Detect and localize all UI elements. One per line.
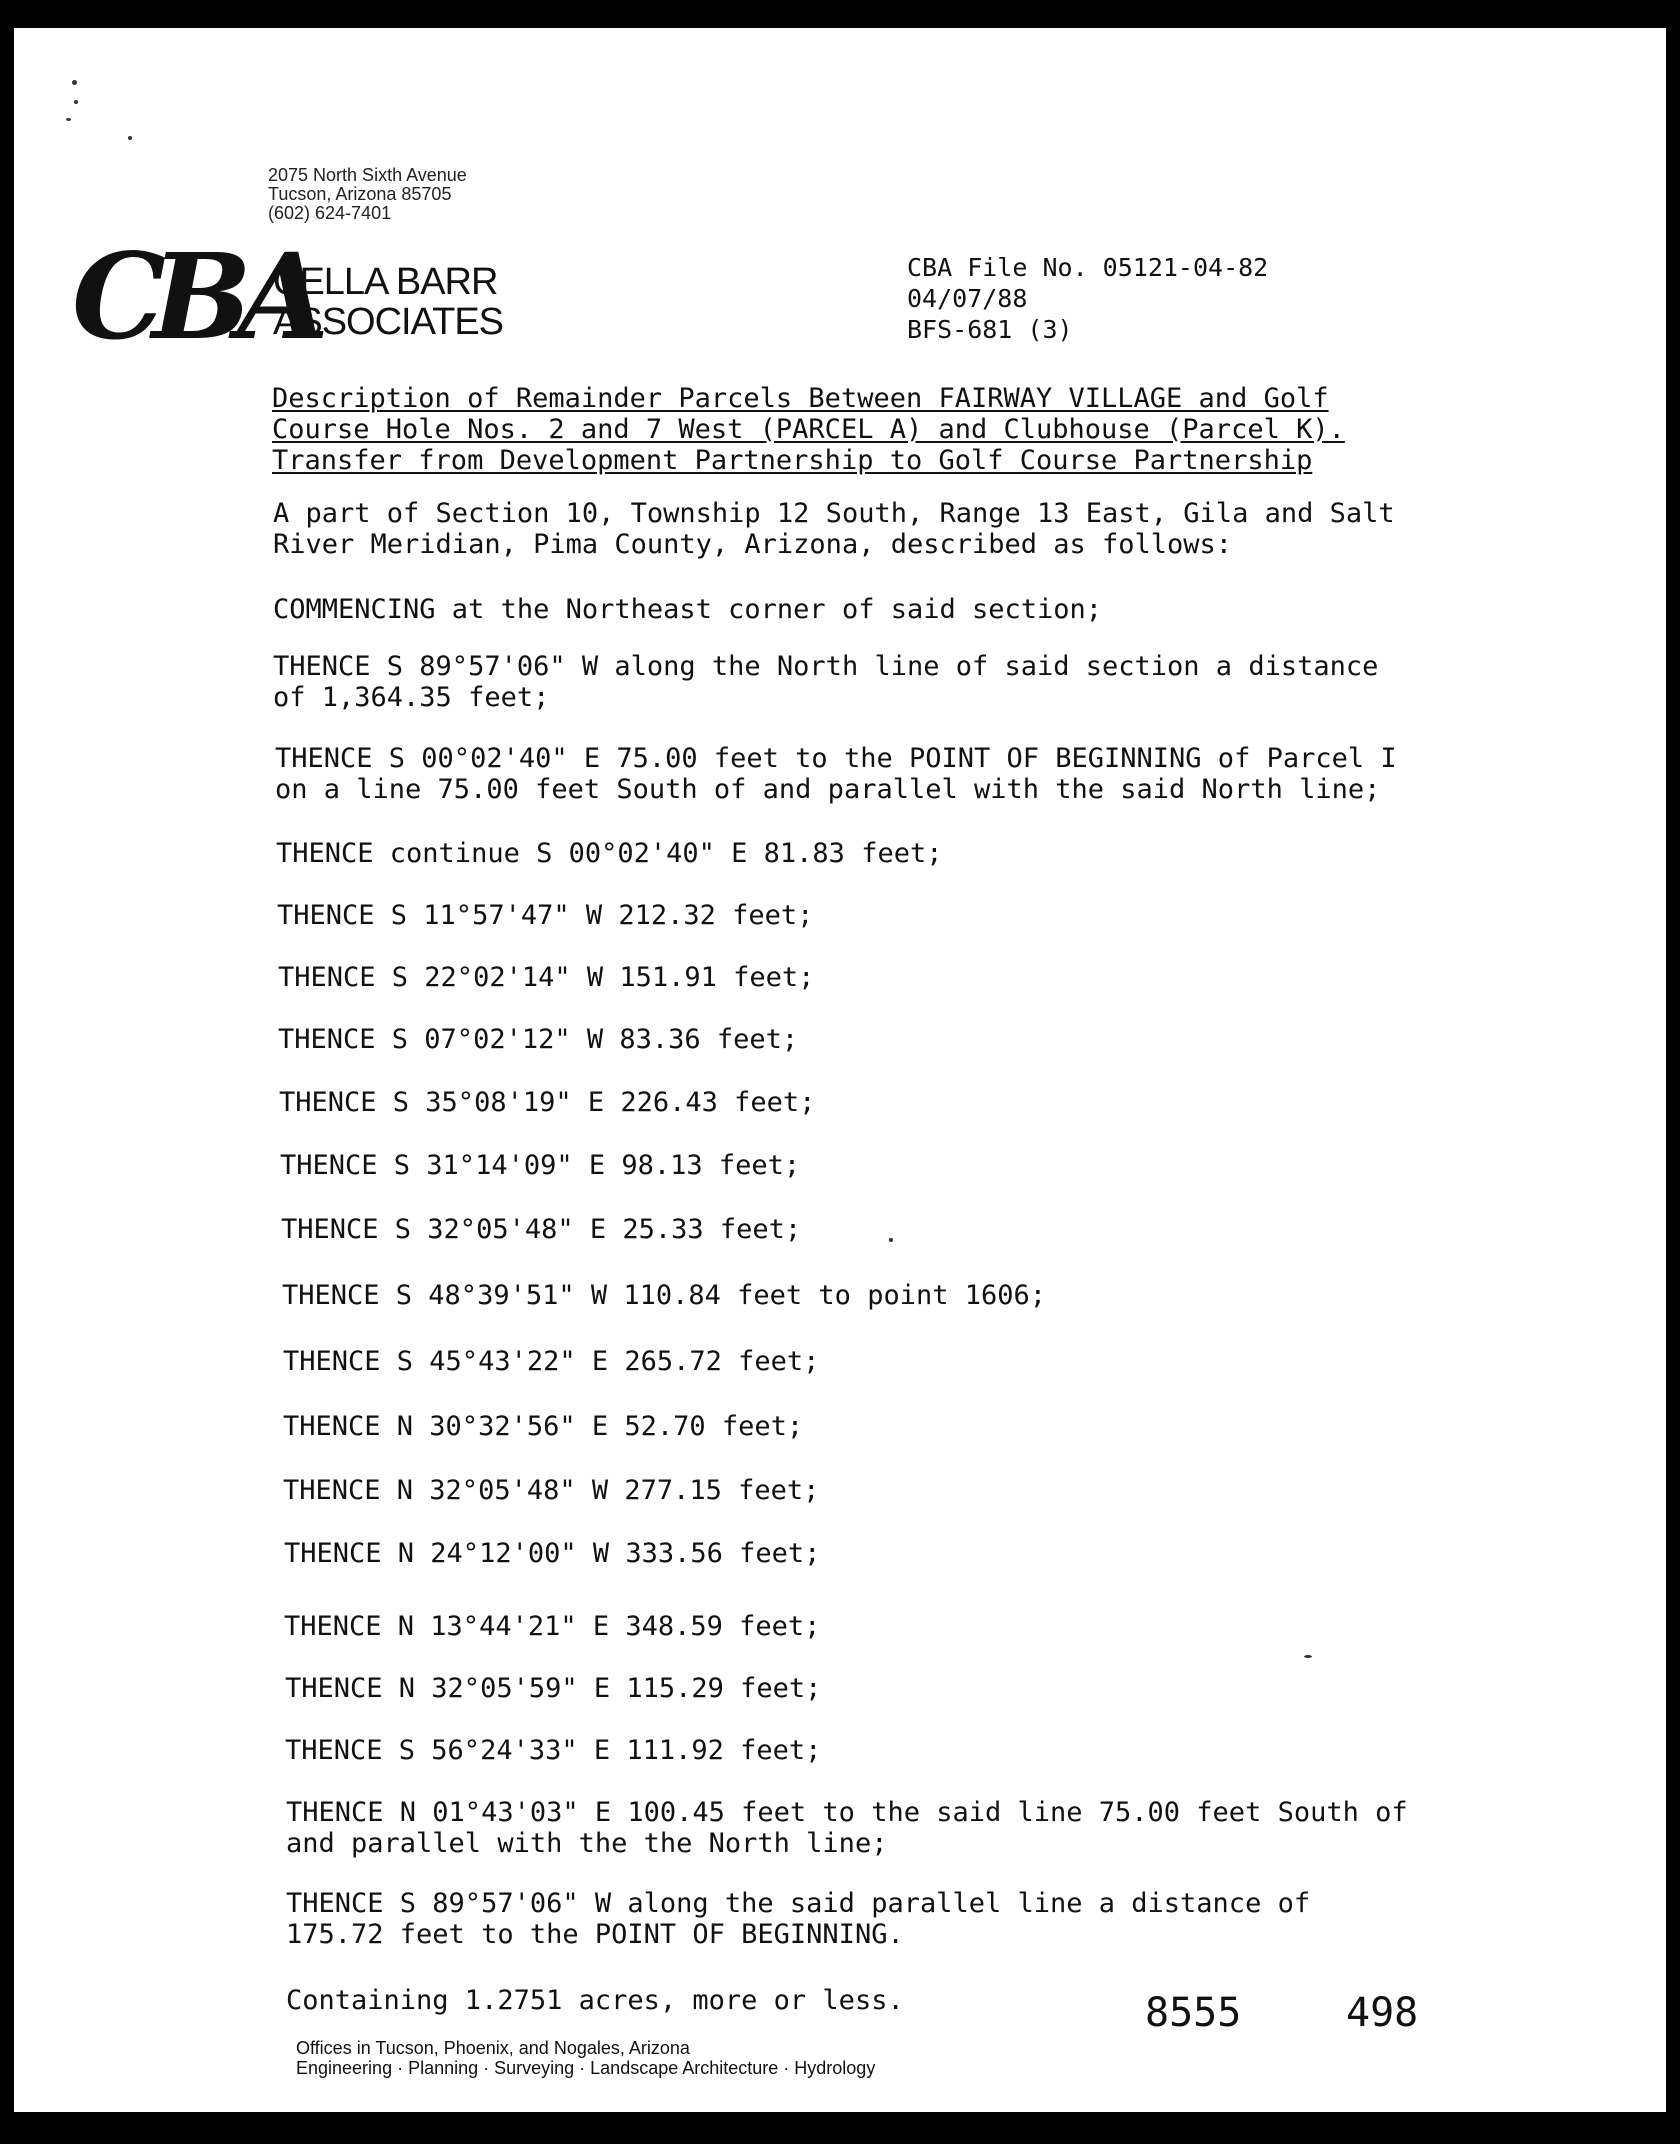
address-city: Tucson, Arizona 85705 — [268, 184, 452, 204]
course-line: THENCE S 56°24'33" E 111.92 feet; — [285, 1735, 822, 1766]
course-line: THENCE N 30°32'56" E 52.70 feet; — [283, 1411, 804, 1442]
scan-speck — [1304, 1655, 1312, 1658]
course-line: THENCE N 01°43'03" E 100.45 feet to the said line 75.00 feet South of — [286, 1797, 1408, 1828]
scan-speck — [74, 100, 78, 104]
address-phone: (602) 624-7401 — [268, 203, 392, 223]
scan-edge-left — [0, 0, 14, 2144]
intro-paragraph — [273, 498, 1395, 560]
course-paragraph-3 — [286, 1797, 1408, 1859]
course-paragraph-1 — [273, 651, 1378, 713]
record-book-number: 8555 — [1145, 1990, 1242, 2036]
course-line: THENCE N 24°12'00" W 333.56 feet; — [284, 1538, 821, 1569]
title-line: Course Hole Nos. 2 and 7 West (PARCEL A) and Clubhouse (Parcel K). — [272, 414, 1345, 445]
scan-speck — [128, 136, 132, 140]
company-name-line2: ASSOCIATES — [273, 301, 504, 343]
course-line: THENCE S 31°14'09" E 98.13 feet; — [280, 1150, 801, 1181]
company-name-line1: CELLA BARR — [273, 261, 498, 303]
cba-logo — [70, 227, 316, 366]
course-line: THENCE N 32°05'59" E 115.29 feet; — [285, 1673, 822, 1704]
file-reference: BFS-681 (3) — [907, 315, 1073, 344]
record-page-number: 498 — [1346, 1990, 1419, 2036]
course-line: on a line 75.00 feet South of and parallel with the said North line; — [275, 774, 1381, 805]
course-line: THENCE S 07°02'12" W 83.36 feet; — [278, 1024, 799, 1055]
company-name — [273, 262, 503, 342]
document-title — [272, 383, 1345, 476]
letterhead-address — [268, 166, 467, 223]
course-line: THENCE continue S 00°02'40" E 81.83 feet; — [276, 838, 943, 869]
area-statement: Containing 1.2751 acres, more or less. — [286, 1985, 904, 2016]
course-line: THENCE S 45°43'22" E 265.72 feet; — [283, 1346, 820, 1377]
intro-line: River Meridian, Pima County, Arizona, described as follows: — [273, 529, 1233, 560]
course-line: 175.72 feet to the POINT OF BEGINNING. — [286, 1919, 904, 1950]
course-line: THENCE S 89°57'06" W along the said parallel line a distance of — [286, 1888, 1311, 1919]
scan-speck — [66, 118, 71, 121]
course-paragraph-2 — [275, 743, 1397, 805]
footer-offices: Offices in Tucson, Phoenix, and Nogales, Arizona — [296, 2038, 690, 2058]
intro-line: A part of Section 10, Township 12 South, Range 13 East, Gila and Salt — [273, 498, 1395, 529]
scan-speck — [72, 80, 77, 85]
address-street: 2075 North Sixth Avenue — [268, 165, 467, 185]
scan-edge-top — [0, 0, 1680, 28]
course-line: THENCE S 48°39'51" W 110.84 feet to point 1606; — [282, 1280, 1047, 1311]
course-line: THENCE S 11°57'47" W 212.32 feet; — [277, 900, 814, 931]
file-info — [907, 252, 1268, 345]
scan-speck — [889, 1238, 893, 1242]
course-line: THENCE S 22°02'14" W 151.91 feet; — [278, 962, 815, 993]
file-number: CBA File No. 05121-04-82 — [907, 253, 1269, 282]
letterhead-footer — [296, 2038, 875, 2078]
course-paragraph-4 — [286, 1888, 1310, 1950]
course-line: and parallel with the the North line; — [286, 1828, 888, 1859]
course-line: THENCE S 32°05'48" E 25.33 feet; — [281, 1214, 802, 1245]
course-line: THENCE S 00°02'40" E 75.00 feet to the POINT OF BEGINNING of Parcel I — [275, 743, 1397, 774]
scan-edge-bottom — [0, 2112, 1680, 2144]
course-line: THENCE S 89°57'06" W along the North line of said section a distance — [273, 651, 1379, 682]
logo-letters: CBA — [72, 227, 316, 366]
file-date: 04/07/88 — [907, 284, 1028, 313]
title-line: Transfer from Development Partnership to Golf Course Partnership — [272, 445, 1313, 476]
commencing-line: COMMENCING at the Northeast corner of said section; — [273, 594, 1103, 625]
footer-services: Engineering · Planning · Surveying · Landscape Architecture · Hydrology — [296, 2058, 876, 2078]
title-line: Description of Remainder Parcels Between FAIRWAY VILLAGE and Golf — [272, 383, 1329, 414]
course-line: THENCE N 32°05'48" W 277.15 feet; — [283, 1475, 820, 1506]
course-line: THENCE N 13°44'21" E 348.59 feet; — [284, 1611, 821, 1642]
scan-edge-right — [1666, 0, 1680, 2144]
course-line: THENCE S 35°08'19" E 226.43 feet; — [279, 1087, 816, 1118]
course-line: of 1,364.35 feet; — [273, 682, 550, 713]
